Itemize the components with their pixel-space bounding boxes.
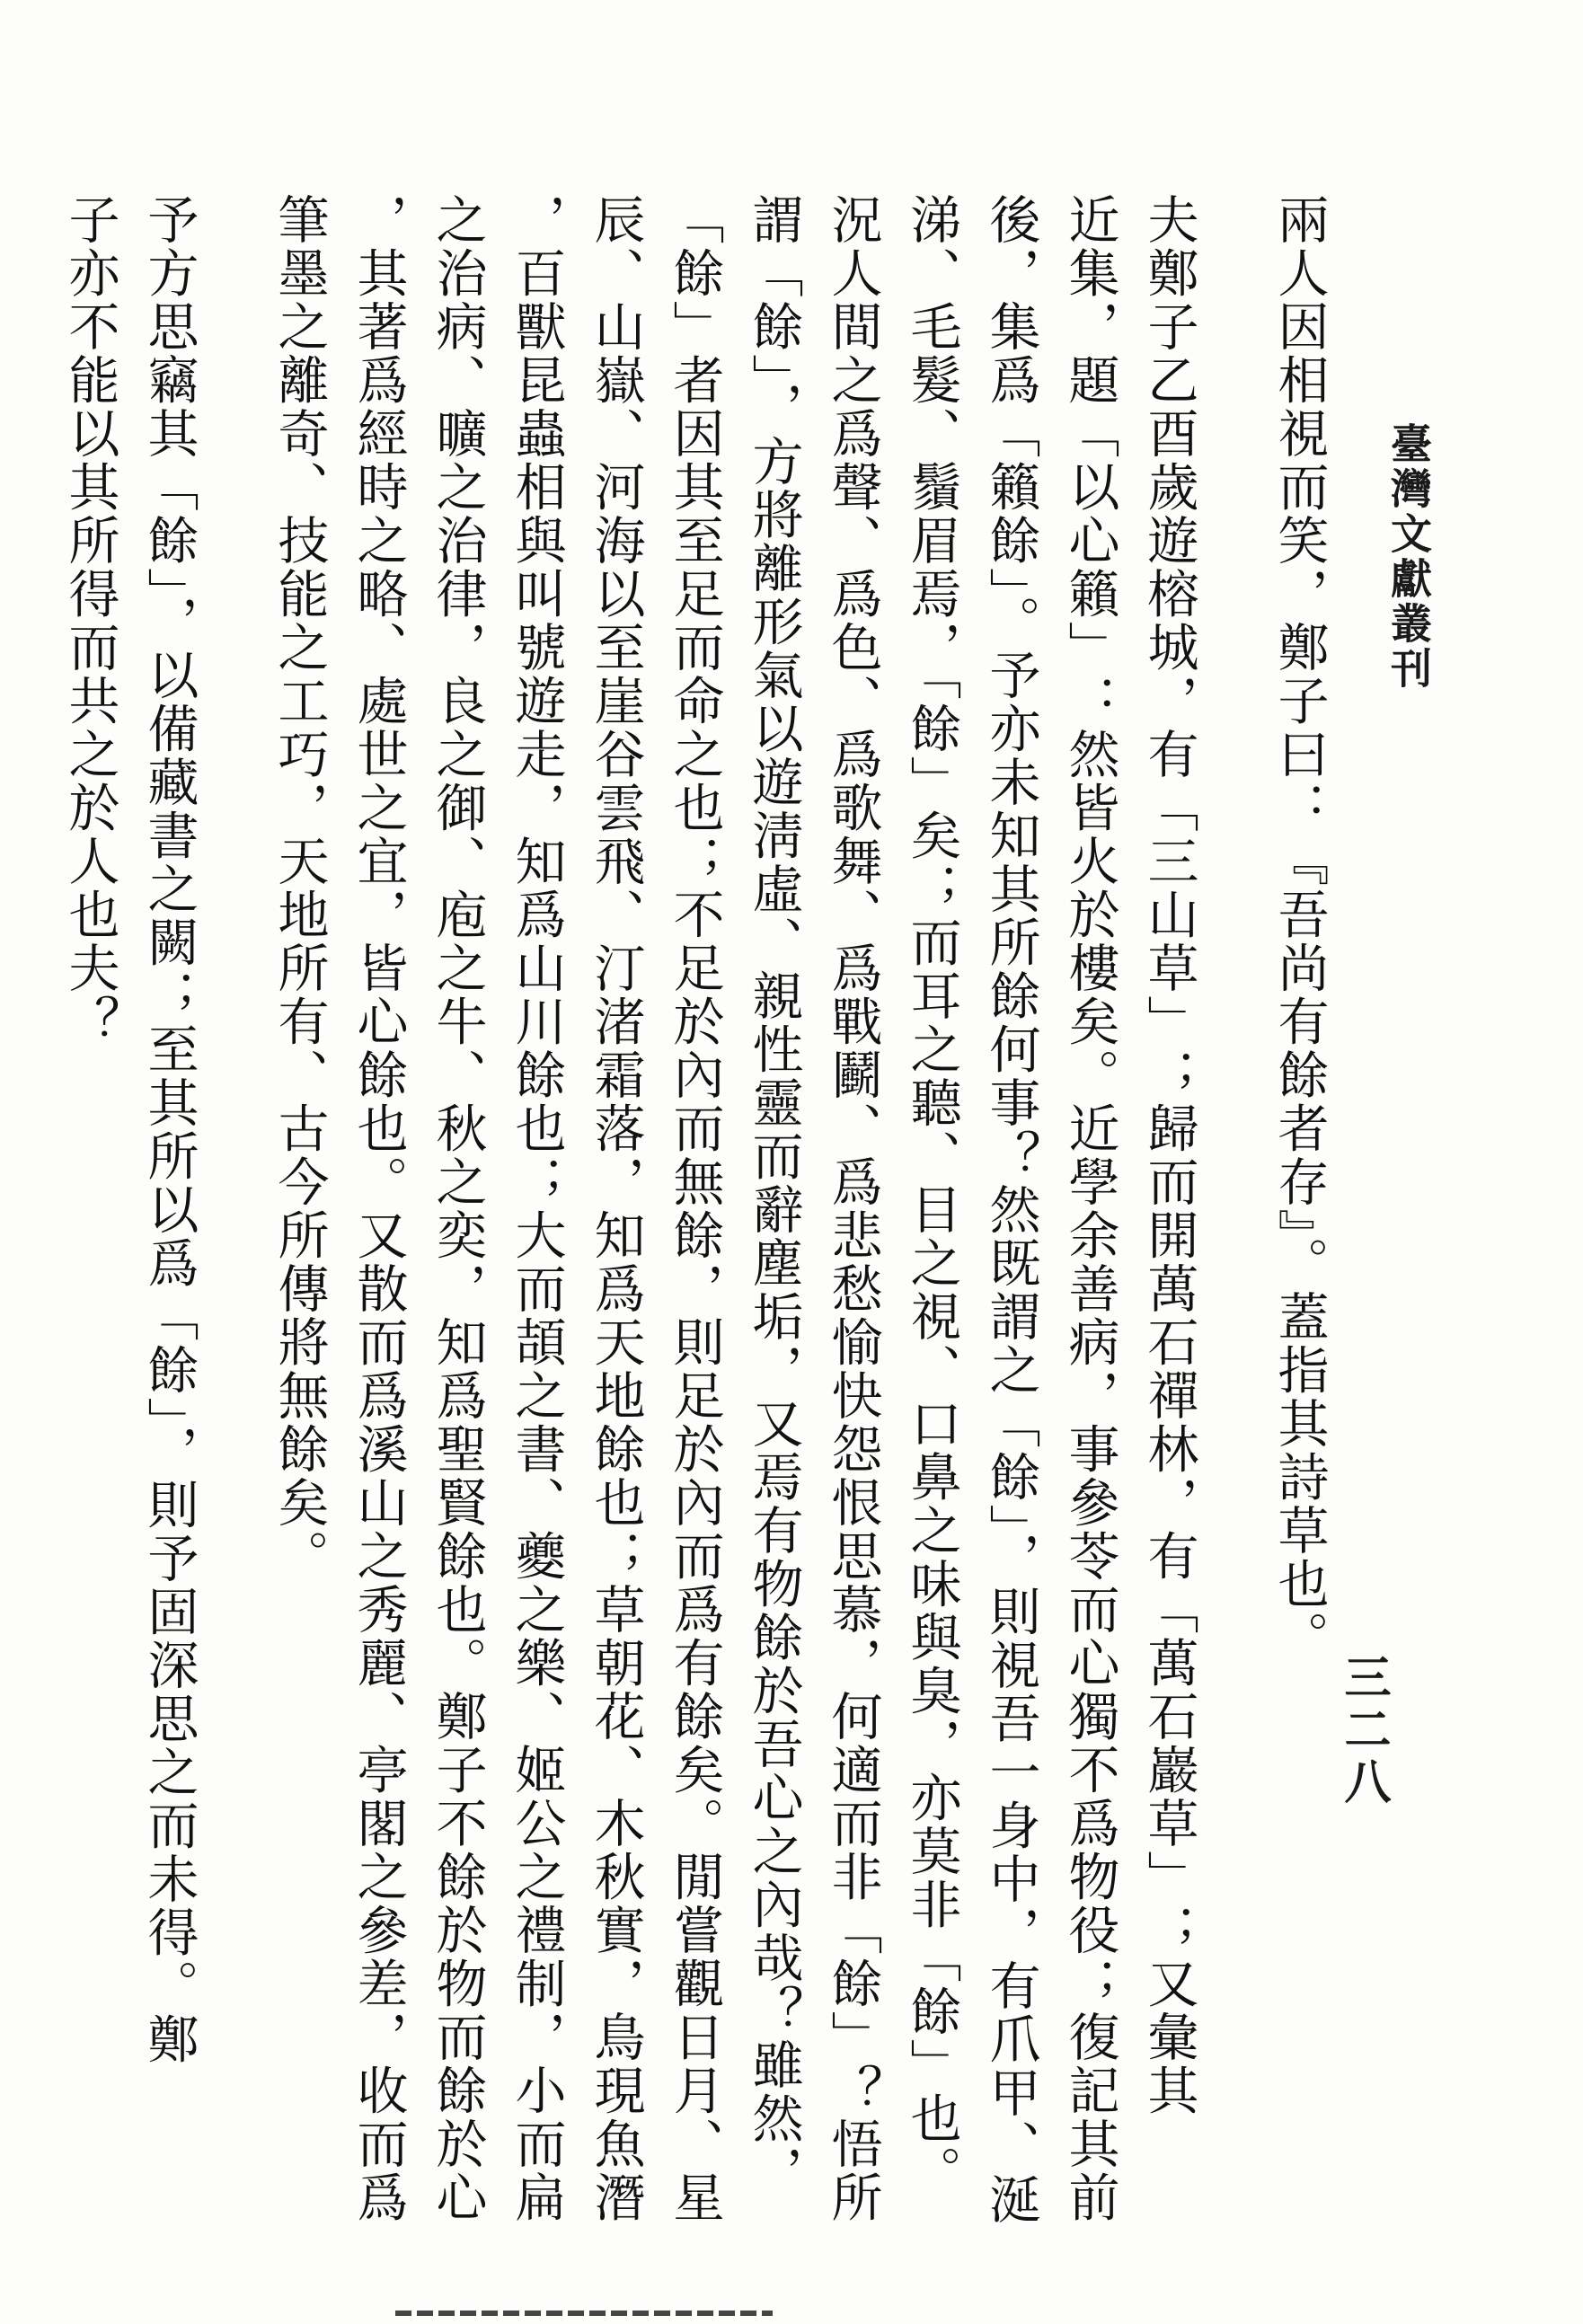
page-number: 三二八 <box>1336 1653 1391 1809</box>
text-column: 子亦不能以其所得而共之於人也夫？ <box>60 193 119 1048</box>
text-column: 涕、毛髮、鬚眉焉，「餘」矣；而耳之聽、目之視、口鼻之味與臭，亦莫非「餘」也。 <box>902 193 961 2199</box>
footer-rule <box>395 2311 773 2316</box>
text-column: ，其著爲經時之略、處世之宜，皆心餘也。又散而爲溪山之秀麗、亭閣之參差，收而爲 <box>349 193 408 2224</box>
text-column: 近集，題「以心籟」：然皆火於樓矣。近學余善病，事參苓而心獨不爲物役；復記其前 <box>1060 193 1119 2224</box>
body-text <box>60 193 1339 2227</box>
text-column: 辰、山嶽、河海以至崖谷雲飛、汀渚霜落，知爲天地餘也；草朝花、木秋實，鳥現魚潛 <box>586 193 645 2224</box>
text-column: 後，集爲「籟餘」。予亦未知其所餘何事？然既謂之「餘」，則視吾一身中，有爪甲、涎 <box>981 193 1040 2227</box>
text-column: 「餘」者因其至足而命之也；不足於內而無餘，則足於內而爲有餘矣。閒嘗觀日月、星 <box>665 193 724 2224</box>
text-column: 予方思竊其「餘」，以備藏書之闕；至其所以爲「餘」，則予固深思之而未得。鄭 <box>139 193 199 2066</box>
text-column: ，百獸昆蟲相與叫號遊走，知爲山川餘也；大而頡之書、夔之樂、姬公之禮制，小而扁 <box>507 193 566 2224</box>
text-column: 筆墨之離奇、技能之工巧，天地所有、古今所傳將無餘矣。 <box>270 193 329 1583</box>
text-column: 況人間之爲聲、爲色、爲歌舞、爲戰鬬、爲悲愁愉快怨恨思慕，何適而非「餘」？悟所 <box>823 193 882 2224</box>
text-column: 兩人因相視而笑，鄭子曰：『吾尚有餘者存』。蓋指其詩草也。 <box>1269 193 1329 1665</box>
text-column: 謂「餘」，方將離形氣以遊淸虛、親性靈而辭塵垢，又焉有物餘於吾心之內哉？雖然， <box>744 193 803 2199</box>
text-column: 之治病、曠之治律，良之御、庖之牛、秋之奕，知爲聖賢餘也。鄭子不餘於物而餘於心 <box>428 193 487 2224</box>
running-title: 臺灣文獻叢刊 <box>1384 422 1433 692</box>
text-column: 夫鄭子乙酉歲遊榕城，有「三山草」；歸而開萬石禪林，有「萬石巖草」；又彙其 <box>1139 193 1198 2117</box>
